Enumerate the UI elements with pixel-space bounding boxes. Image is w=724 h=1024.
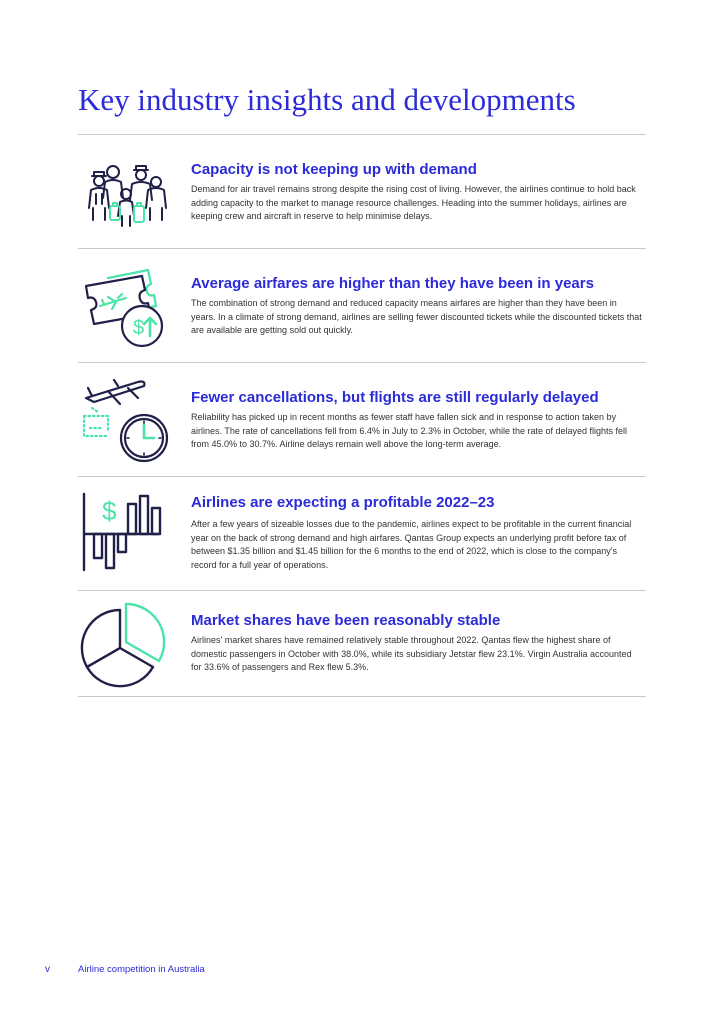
- family-travellers-icon: [78, 156, 174, 252]
- section-divider: [78, 134, 646, 135]
- page-title: Key industry insights and developments: [78, 82, 576, 117]
- section-divider: [78, 590, 646, 591]
- section-heading: Average airfares are higher than they have been in years: [191, 275, 594, 292]
- section-divider: [78, 696, 646, 697]
- section-body: Airlines' market shares have remained relatively stable throughout 2022. Qantas flew the highest share of domestic passengers in October with 38.0%, while its subsidiary Jetstar flew 23.1%. Virgin Australia accounted for 33.6% of passengers and Rex flew 5.3%.: [191, 635, 632, 672]
- section-body: The combination of strong demand and reduced capacity means airfares are higher than they have been in years. In a climate of strong demand, airlines are selling fewer discounted tickets while the discounted tickets that are available are getting sold out quickly.: [191, 298, 642, 335]
- section-body: Reliability has picked up in recent months as fewer staff have fallen sick and in response to action taken by airlines. The rate of cancellations fell from 6.4% in July to 2.3% in October, while the rate of delayed flights fell from 45.0% to 30.7%. Airline delays remain well above the long-term average.: [191, 412, 628, 449]
- svg-text:$: $: [102, 496, 117, 526]
- page-number: v: [45, 964, 50, 975]
- section-divider: [78, 362, 646, 363]
- section-divider: [78, 476, 646, 477]
- plane-clock-icon: [78, 372, 174, 468]
- footer-document-title: Airline competition in Australia: [78, 964, 205, 975]
- section-heading: Airlines are expecting a profitable 2022–23: [191, 494, 495, 511]
- pie-chart-icon: [78, 602, 174, 698]
- profit-bar-chart-icon: [78, 486, 174, 582]
- section-heading: Fewer cancellations, but flights are still regularly delayed: [191, 389, 599, 406]
- svg-text:$: $: [133, 317, 145, 339]
- section-heading: Market shares have been reasonably stable: [191, 612, 501, 629]
- section-body: After a few years of sizeable losses due to the pandemic, airlines expect to be profitable in the current financial year on the back of strong demand and high airfares. Qantas Group expects an underlying profit before tax of between $1.35 billion and $1.45 billion for the 6 months to the end of 2022, which is close to the company's record for a full year of operations.: [191, 519, 632, 570]
- ticket-price-up-icon: [78, 264, 174, 360]
- section-divider: [78, 248, 646, 249]
- section-heading: Capacity is not keeping up with demand: [191, 161, 477, 178]
- section-body: Demand for air travel remains strong despite the rising cost of living. However, the airlines continue to hold back adding capacity to the market to manage resource challenges. Heading into the summer holidays, airlines are keeping crew and aircraft in reserve to help minimise delays.: [191, 184, 636, 221]
